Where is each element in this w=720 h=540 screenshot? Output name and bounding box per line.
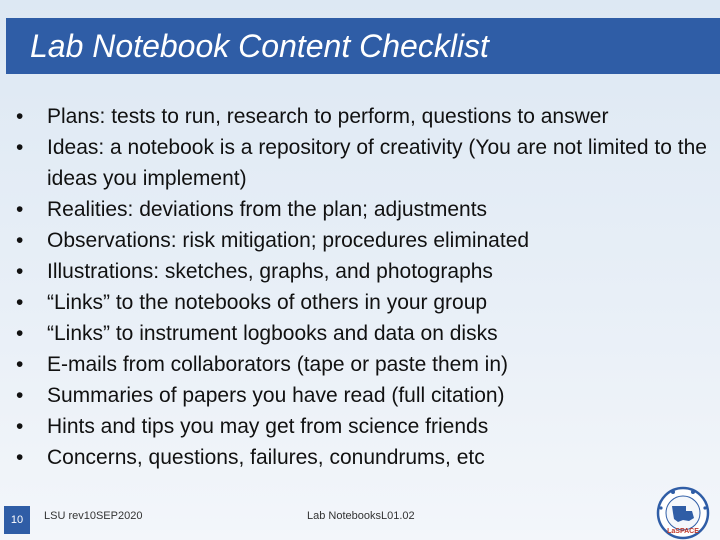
list-item <box>16 442 716 473</box>
bullet-text: E-mails from collaborators (tape or paste them in) <box>47 353 509 376</box>
footer-revision: LSU rev10SEP2020 <box>44 510 143 522</box>
bullet-text: Hints and tips you may get from science friends <box>47 415 489 438</box>
bullet-text: Observations: risk mitigation; procedures eliminated <box>47 229 530 252</box>
list-item <box>16 256 716 287</box>
bullet-list <box>16 101 716 473</box>
title-bar <box>6 18 720 74</box>
bullet-text: Ideas: a notebook is a repository of creativity (You are not limited to the ideas you implement) <box>47 136 707 190</box>
la-space-seal-icon <box>656 486 710 540</box>
footer-document-id: Lab NotebooksL01.02 <box>307 510 415 522</box>
bullet-icon: • <box>16 105 24 128</box>
bullet-icon: • <box>16 198 24 221</box>
bullet-icon: • <box>16 384 24 407</box>
list-item <box>16 349 716 380</box>
page-number: 10 <box>4 506 30 534</box>
list-item <box>16 132 716 194</box>
bullet-icon: • <box>16 136 24 159</box>
bullet-icon: • <box>16 353 24 376</box>
list-item <box>16 225 716 256</box>
bullet-text: Plans: tests to run, research to perform, questions to answer <box>47 105 609 128</box>
bullet-icon: • <box>16 260 24 283</box>
list-item <box>16 194 716 225</box>
bullet-icon: • <box>16 322 24 345</box>
list-item <box>16 318 716 349</box>
bullet-text: Summaries of papers you have read (full citation) <box>47 384 505 407</box>
list-item <box>16 287 716 318</box>
list-item <box>16 411 716 442</box>
bullet-text: Realities: deviations from the plan; adjustments <box>47 198 488 221</box>
slide-title: Lab Notebook Content Checklist <box>30 28 489 64</box>
bullet-icon: • <box>16 229 24 252</box>
bullet-icon: • <box>16 415 24 438</box>
list-item <box>16 101 716 132</box>
bullet-text: Concerns, questions, failures, conundrums, etc <box>47 446 485 469</box>
bullet-text: “Links” to instrument logbooks and data on disks <box>47 322 498 345</box>
bullet-text: “Links” to the notebooks of others in your group <box>47 291 488 314</box>
logo-text: LaSPACE <box>667 528 699 535</box>
bullet-text: Illustrations: sketches, graphs, and photographs <box>47 260 493 283</box>
list-item <box>16 380 716 411</box>
bullet-icon: • <box>16 446 24 469</box>
bullet-icon: • <box>16 291 24 314</box>
